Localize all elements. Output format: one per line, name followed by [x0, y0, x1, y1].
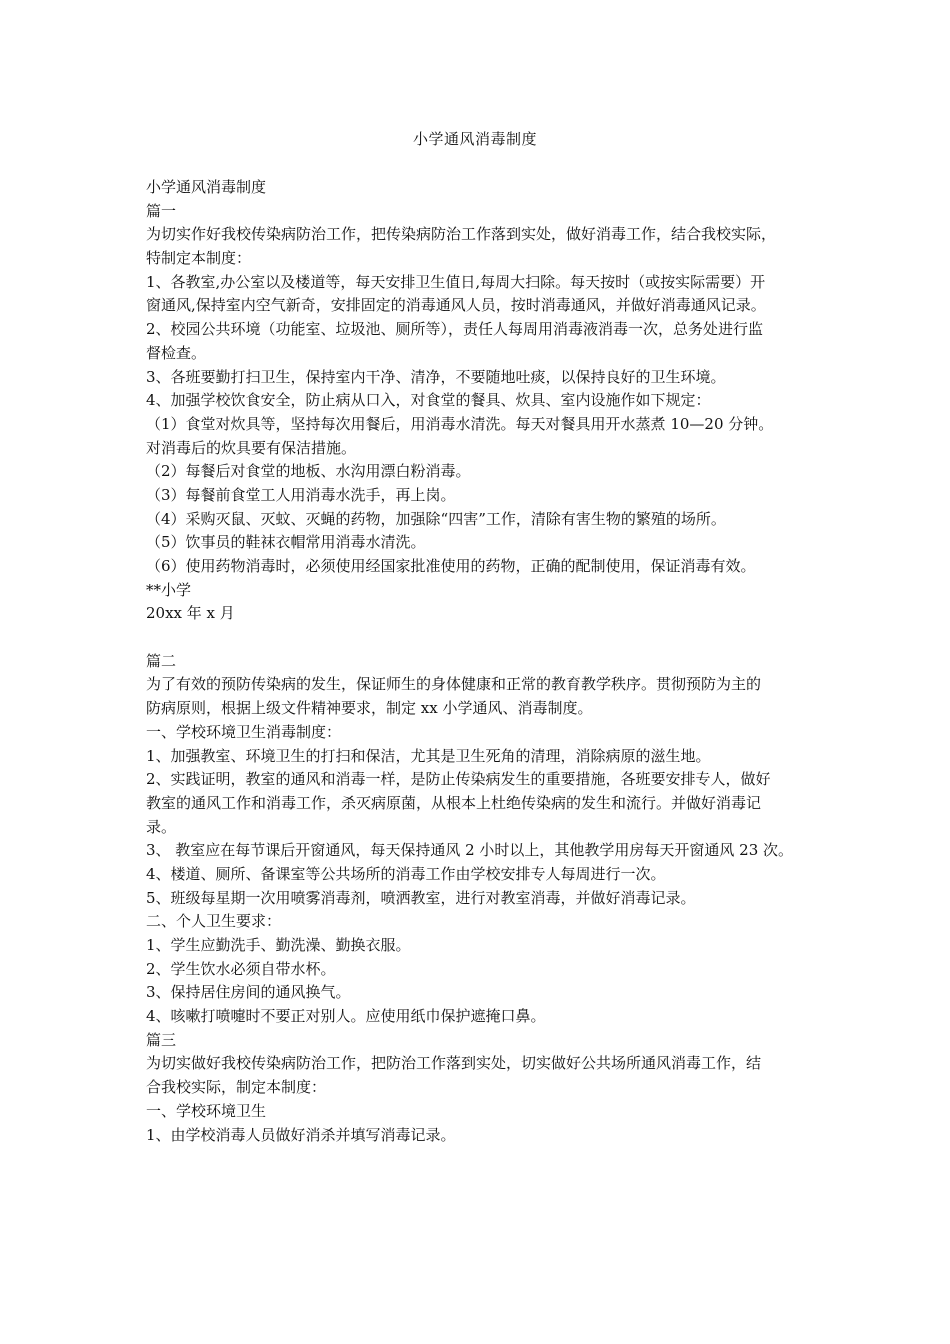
paragraph-line: 防病原则，根据上级文件精神要求，制定 xx 小学通风、消毒制度。 [146, 699, 593, 718]
paragraph-line: 3、 教室应在每节课后开窗通风，每天保持通风 2 小时以上，其他教学用房每天开窗通风 23 次。 [146, 841, 794, 860]
paragraph-line: （3）每餐前食堂工人用消毒水洗手，再上岗。 [146, 485, 456, 504]
paragraph-line: 一、学校环境卫生消毒制度： [146, 722, 342, 741]
paragraph-line: 二、个人卫生要求： [146, 912, 282, 931]
paragraph-line: 5、班级每星期一次用喷雾消毒剂，喷洒教室，进行对教室消毒，并做好消毒记录。 [146, 888, 696, 907]
paragraph-line: 教室的通风工作和消毒工作，杀灭病原菌，从根本上杜绝传染病的发生和流行。并做好消毒记 [146, 793, 762, 812]
document-title: 小学通风消毒制度 [412, 130, 537, 148]
paragraph-line: （5）饮事员的鞋袜衣帽常用消毒水清洗。 [146, 533, 426, 552]
paragraph-line: 为了有效的预防传染病的发生，保证师生的身体健康和正常的教育教学秩序。贯彻预防为主的 [146, 675, 762, 694]
paragraph-line: 为切实作好我校传染病防治工作，把传染病防治工作落到实处，做好消毒工作，结合我校实际， [146, 225, 777, 244]
paragraph-line: 2、实践证明，教室的通风和消毒一样，是防止传染病发生的重要措施，各班要安排专人，做好 [146, 770, 771, 789]
paragraph-line: （6）使用药物消毒时，必须使用经国家批准使用的药物，正确的配制使用，保证消毒有效。 [146, 557, 756, 575]
paragraph-line: 对消毒后的炊具要有保洁措施。 [146, 438, 357, 457]
paragraph-line: 3、各班要勤打扫卫生，保持室内干净、清净，不要随地吐痰，以保持良好的卫生环境。 [146, 367, 726, 386]
paragraph-line [146, 626, 826, 650]
paragraph-line: 篇三 [146, 1030, 177, 1049]
paragraph-line: 20xx 年 x 月 [146, 604, 235, 623]
paragraph-line: （4）采购灭鼠、灭蚊、灭蝇的药物，加强除“四害”工作，清除有害生物的繁殖的场所。 [146, 509, 726, 528]
paragraph-line: **小学 [146, 580, 192, 599]
paragraph-line: 3、保持居住房间的通风换气。 [146, 983, 351, 1002]
paragraph-line: 1、学生应勤洗手、勤洗澡、勤换衣服。 [146, 936, 411, 954]
paragraph-line: 篇二 [146, 651, 177, 670]
paragraph-line: 2、校园公共环境（功能室、垃圾池、厕所等），责任人每周用消毒液消毒一次，总务处进行监 [146, 320, 764, 339]
paragraph-line: 窗通风,保持室内空气新奇，安排固定的消毒通风人员，按时消毒通风，并做好消毒通风记录。 [146, 296, 766, 315]
paragraph-line: 一、学校环境卫生 [146, 1101, 267, 1120]
paragraph-line: 4、咳嗽打喷嚏时不要正对别人。应使用纸巾保护遮掩口鼻。 [146, 1007, 546, 1026]
paragraph-line: 为切实做好我校传染病防治工作，把防治工作落到实处，切实做好公共场所通风消毒工作，结 [146, 1054, 762, 1073]
paragraph-line: （1）食堂对炊具等，坚持每次用餐后，用消毒水清洗。每天对餐具用开水蒸煮 10—20 分钟。 [146, 414, 774, 433]
paragraph-line: 特制定本制度： [146, 249, 252, 268]
paragraph-line: 4、楼道、厕所、备课室等公共场所的消毒工作由学校安排专人每周进行一次。 [146, 864, 666, 883]
paragraph-line: 督检查。 [146, 343, 207, 362]
document-body [146, 176, 826, 1147]
paragraph-line: 合我校实际，制定本制度： [146, 1078, 327, 1097]
paragraph-line: （2）每餐后对食堂的地板、水沟用漂白粉消毒。 [146, 462, 471, 481]
paragraph-line: 1、加强教室、环境卫生的打扫和保洁，尤其是卫生死角的清理，消除病原的滋生地。 [146, 746, 711, 765]
paragraph-line: 4、加强学校饮食安全，防止病从口入，对食堂的餐具、炊具、室内设施作如下规定： [146, 391, 711, 410]
paragraph-line: 2、学生饮水必须自带水杯。 [146, 959, 336, 978]
paragraph-line: 1、各教室,办公室以及楼道等，每天安排卫生值日,每周大扫除。每天按时（或按实际需要）开 [146, 272, 766, 291]
paragraph-line: 小学通风消毒制度 [146, 178, 267, 196]
paragraph-line: 1、由学校消毒人员做好消杀并填写消毒记录。 [146, 1125, 456, 1144]
paragraph-line: 录。 [146, 817, 177, 836]
paragraph-line: 篇一 [146, 201, 177, 220]
